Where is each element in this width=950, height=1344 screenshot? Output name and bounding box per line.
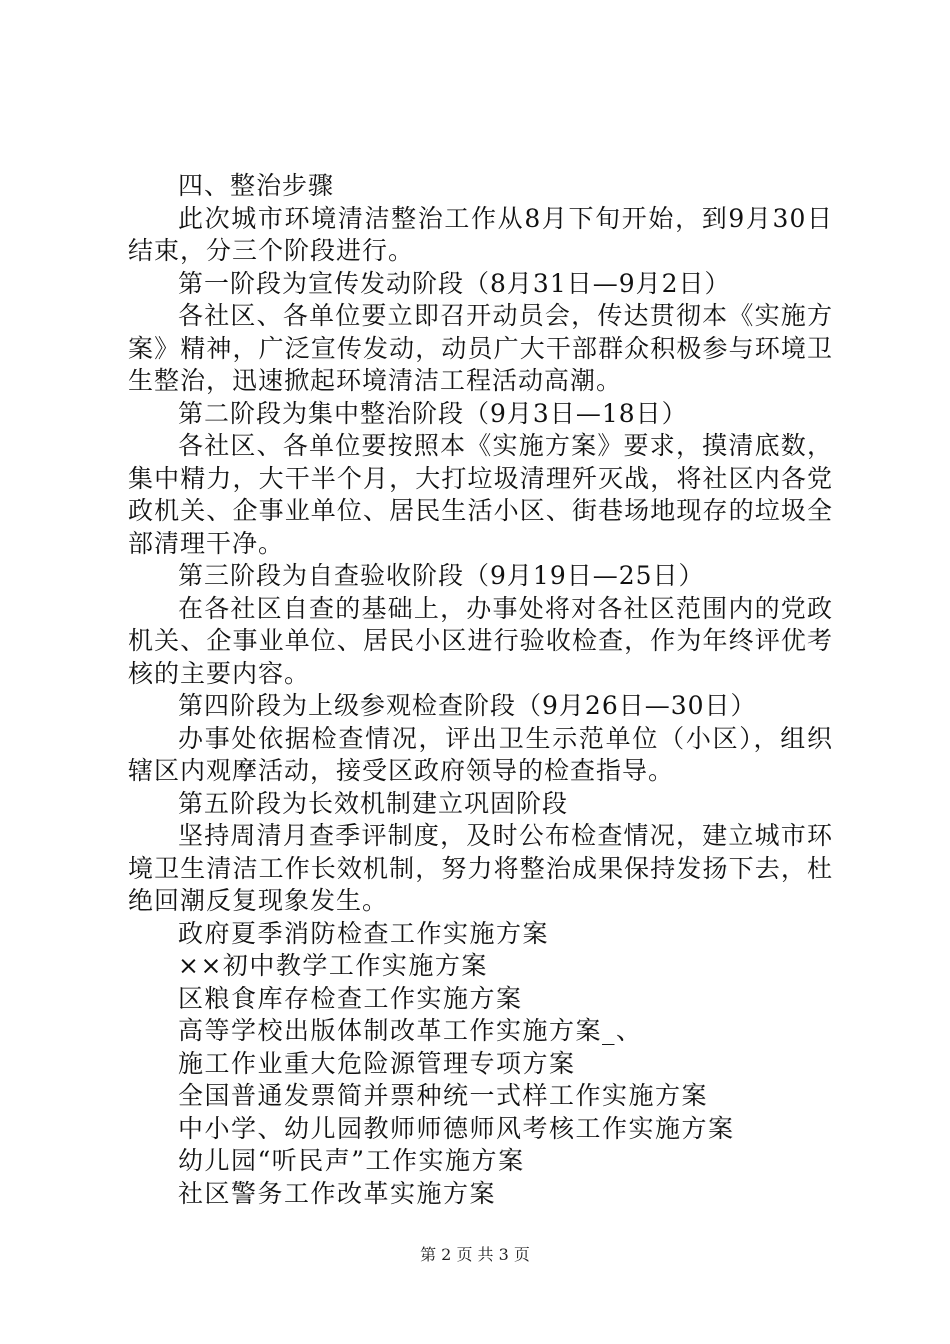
related-title: 施工作业重大危险源管理专项方案 bbox=[178, 1048, 576, 1078]
related-title: 区粮食库存检查工作实施方案 bbox=[178, 983, 523, 1013]
paragraph: 坚持周清月查季评制度，及时公布检查情况，建立城市环境卫生清洁工作长效机制，努力将整治成果保持发扬下去，杜绝回潮反复现象发生。 bbox=[128, 821, 833, 915]
stage-heading: 第五阶段为长效机制建立巩固阶段 bbox=[178, 788, 569, 818]
related-title: 高等学校出版体制改革工作实施方案_、 bbox=[178, 1016, 643, 1045]
related-titles-list bbox=[128, 918, 833, 1211]
section-heading: 四、整治步骤 bbox=[178, 171, 335, 200]
paragraph: 在各社区自查的基础上，办事处将对各社区范围内的党政机关、企事业单位、居民小区进行验收检查，作为年终评优考核的主要内容。 bbox=[128, 593, 833, 688]
related-title: ××初中教学工作实施方案 bbox=[178, 951, 488, 980]
paragraph: 各社区、各单位要立即召开动员会，传达贯彻本《实施方案》精神，广泛宣传发动，动员广大干部群众积极参与环境卫生整治，迅速掀起环境清洁工程活动高潮。 bbox=[128, 301, 833, 395]
paragraph: 各社区、各单位要按照本《实施方案》要求，摸清底数，集中精力，大干半个月，大打垃圾清理歼灭战，将社区内各党政机关、企事业单位、居民生活小区、街巷场地现存的垃圾全部清理干净。 bbox=[128, 431, 833, 558]
related-title: 全国普通发票简并票种统一式样工作实施方案 bbox=[178, 1081, 709, 1110]
paragraph: 此次城市环境清洁整治工作从8月下旬开始，到9月30日结束，分三个阶段进行。 bbox=[128, 203, 833, 265]
stage-heading: 第四阶段为上级参观检查阶段（9月26日—30日） bbox=[178, 691, 757, 720]
related-title: 政府夏季消防检查工作实施方案 bbox=[178, 918, 550, 948]
stage-heading: 第三阶段为自查验收阶段（9月19日—25日） bbox=[178, 561, 705, 590]
related-title: 中小学、幼儿园教师师德师风考核工作实施方案 bbox=[178, 1113, 735, 1143]
page-footer: 第 2 页 共 3 页 bbox=[420, 1245, 530, 1264]
stage-heading: 第二阶段为集中整治阶段（9月3日—18日） bbox=[178, 398, 688, 428]
related-title: 幼儿园“听民声”工作实施方案 bbox=[178, 1146, 525, 1175]
paragraph: 办事处依据检查情况，评出卫生示范单位（小区），组织辖区内观摩活动，接受区政府领导的检查指导。 bbox=[128, 723, 833, 785]
stage-heading: 第一阶段为宣传发动阶段（8月31日—9月2日） bbox=[178, 268, 731, 298]
related-title: 社区警务工作改革实施方案 bbox=[178, 1178, 497, 1208]
document-body bbox=[128, 170, 833, 1210]
